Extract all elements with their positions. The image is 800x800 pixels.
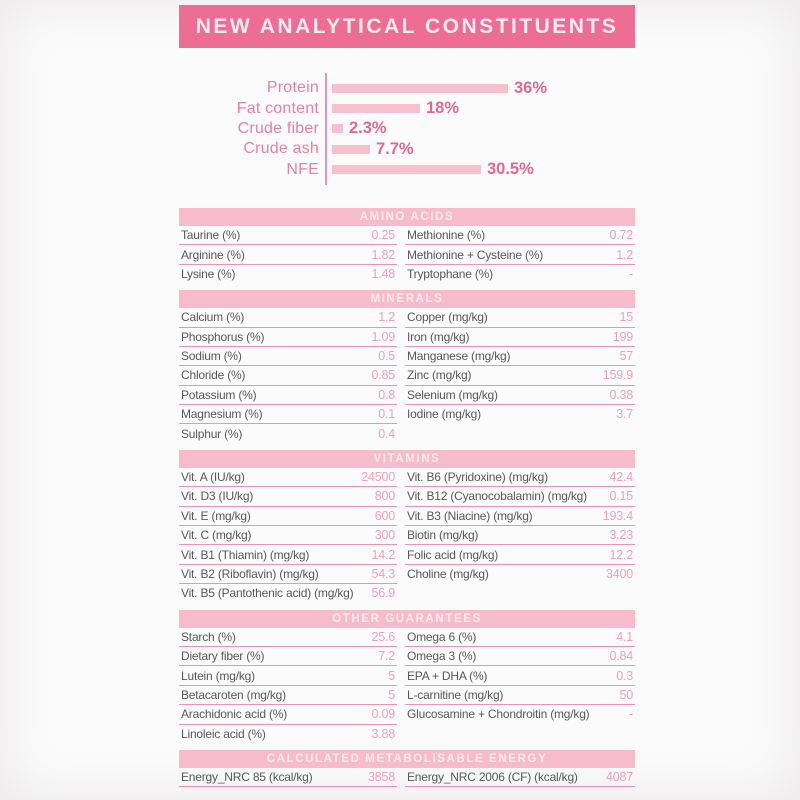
table-row bbox=[179, 526, 635, 545]
row-value: 5 bbox=[388, 668, 395, 683]
row-label: Arginine (%) bbox=[181, 247, 245, 262]
right-cell bbox=[405, 226, 635, 245]
row-value: 50 bbox=[619, 687, 633, 702]
left-cell bbox=[179, 768, 397, 787]
row-value: 800 bbox=[374, 489, 395, 504]
sheet-content bbox=[179, 5, 635, 793]
row-value: 1.2 bbox=[378, 310, 395, 325]
right-cell bbox=[405, 386, 635, 405]
row-label: Vit. A (IU/kg) bbox=[181, 470, 245, 485]
chart-bar-area bbox=[332, 79, 547, 98]
row-label: Iodine (mg/kg) bbox=[407, 407, 481, 422]
table-row bbox=[179, 328, 635, 347]
row-value: 1.82 bbox=[371, 247, 395, 262]
row-value: - bbox=[629, 707, 633, 722]
left-cell bbox=[179, 487, 397, 506]
chart-row bbox=[179, 139, 635, 159]
table-row bbox=[179, 647, 635, 666]
row-label: Vit. C (mg/kg) bbox=[181, 528, 252, 543]
left-cell bbox=[179, 584, 397, 603]
left-cell bbox=[179, 265, 397, 284]
left-cell bbox=[179, 226, 397, 245]
row-value: 300 bbox=[374, 528, 395, 543]
row-value: 0.15 bbox=[609, 489, 633, 504]
row-value: 0.09 bbox=[371, 707, 395, 722]
row-label: Methionine + Cysteine (%) bbox=[407, 247, 544, 262]
title-banner bbox=[179, 5, 635, 48]
row-label: Vit. E (mg/kg) bbox=[181, 508, 251, 523]
left-cell bbox=[179, 468, 397, 487]
row-value: 0.3 bbox=[616, 668, 633, 683]
row-label: Vit. B1 (Thiamin) (mg/kg) bbox=[181, 547, 310, 562]
row-label: Vit. B5 (Pantothenic acid) (mg/kg) bbox=[181, 586, 354, 601]
row-value: 0.4 bbox=[378, 426, 395, 441]
row-label: Starch (%) bbox=[181, 629, 236, 644]
right-cell bbox=[405, 265, 635, 284]
row-label: Methionine (%) bbox=[407, 228, 485, 243]
section-title: AMINO ACIDS bbox=[359, 210, 455, 223]
right-cell bbox=[405, 507, 635, 526]
table-row bbox=[179, 366, 635, 385]
chart-value-label: 2.3% bbox=[349, 119, 387, 138]
row-label: Magnesium (%) bbox=[181, 407, 263, 422]
row-label: Folic acid (mg/kg) bbox=[407, 547, 499, 562]
left-cell bbox=[179, 347, 397, 366]
table-row bbox=[179, 347, 635, 366]
row-label: Calcium (%) bbox=[181, 310, 245, 325]
right-cell bbox=[405, 328, 635, 347]
row-value: 0.25 bbox=[371, 228, 395, 243]
right-cell bbox=[405, 245, 635, 264]
right-cell bbox=[405, 768, 635, 787]
chart-bar bbox=[332, 145, 370, 154]
row-value: 25.6 bbox=[371, 629, 395, 644]
left-cell bbox=[179, 386, 397, 405]
right-cell bbox=[405, 647, 635, 666]
row-label: Vit. D3 (IU/kg) bbox=[181, 489, 254, 504]
right-cell bbox=[405, 725, 635, 744]
left-cell bbox=[179, 666, 397, 685]
table-section bbox=[179, 290, 635, 444]
row-label: Sulphur (%) bbox=[181, 426, 243, 441]
left-cell bbox=[179, 424, 397, 443]
row-label: Dietary fiber (%) bbox=[181, 649, 265, 664]
row-value: 0.38 bbox=[609, 387, 633, 402]
row-value: 56.9 bbox=[371, 586, 395, 601]
row-label: Energy_NRC 2006 (CF) (kcal/kg) bbox=[407, 770, 578, 785]
row-label: Arachidonic acid (%) bbox=[181, 707, 288, 722]
row-value: 1.09 bbox=[371, 329, 395, 344]
row-value: 199 bbox=[612, 329, 633, 344]
right-cell bbox=[405, 347, 635, 366]
left-cell bbox=[179, 545, 397, 564]
analytical-constituents-chart bbox=[179, 78, 635, 180]
table-section bbox=[179, 610, 635, 744]
chart-category-label: NFE bbox=[286, 160, 319, 178]
right-cell bbox=[405, 686, 635, 705]
section-title: CALCULATED METABOLISABLE ENERGY bbox=[266, 752, 548, 765]
left-cell bbox=[179, 725, 397, 744]
table-row bbox=[179, 705, 635, 724]
row-value: 12.2 bbox=[609, 547, 633, 562]
section-title: VITAMINS bbox=[373, 452, 441, 465]
right-cell bbox=[405, 487, 635, 506]
table-row bbox=[179, 768, 635, 787]
table-section bbox=[179, 450, 635, 604]
row-label: Lutein (mg/kg) bbox=[181, 668, 255, 683]
right-cell bbox=[405, 666, 635, 685]
section-header bbox=[179, 450, 635, 468]
row-value: 1.48 bbox=[371, 266, 395, 281]
left-cell bbox=[179, 686, 397, 705]
right-cell bbox=[405, 584, 635, 603]
left-cell bbox=[179, 308, 397, 327]
chart-row bbox=[179, 78, 635, 98]
chart-bar-area bbox=[332, 160, 534, 179]
section-header bbox=[179, 208, 635, 226]
left-cell bbox=[179, 366, 397, 385]
row-label: Linoleic acid (%) bbox=[181, 726, 266, 741]
row-value: 3.7 bbox=[616, 407, 633, 422]
section-header bbox=[179, 750, 635, 768]
chart-bar-area bbox=[332, 99, 459, 118]
row-label: Copper (mg/kg) bbox=[407, 310, 488, 325]
table-row bbox=[179, 686, 635, 705]
table-section bbox=[179, 750, 635, 787]
table-row bbox=[179, 308, 635, 327]
row-value: 7.2 bbox=[378, 649, 395, 664]
row-label: Manganese (mg/kg) bbox=[407, 349, 511, 364]
chart-value-label: 30.5% bbox=[487, 160, 534, 179]
chart-bar bbox=[332, 84, 508, 93]
row-value: 5 bbox=[388, 687, 395, 702]
chart-bar-area bbox=[332, 140, 414, 159]
chart-bar bbox=[332, 104, 420, 113]
right-cell bbox=[405, 565, 635, 584]
row-value: 4087 bbox=[605, 770, 633, 785]
left-cell bbox=[179, 565, 397, 584]
table-row bbox=[179, 386, 635, 405]
table-row bbox=[179, 468, 635, 487]
row-value: 159.9 bbox=[602, 368, 633, 383]
table-row bbox=[179, 545, 635, 564]
table-row bbox=[179, 666, 635, 685]
row-label: Energy_NRC 85 (kcal/kg) bbox=[181, 770, 313, 785]
row-label: Glucosamine + Chondroitin (mg/kg) bbox=[407, 707, 590, 722]
right-cell bbox=[405, 366, 635, 385]
row-value: - bbox=[629, 266, 633, 281]
row-value: 0.85 bbox=[371, 368, 395, 383]
tables bbox=[179, 208, 635, 787]
table-row bbox=[179, 565, 635, 584]
chart-category-label: Protein bbox=[266, 79, 319, 97]
chart-row bbox=[179, 119, 635, 139]
row-label: Vit. B6 (Pyridoxine) (mg/kg) bbox=[407, 470, 548, 485]
row-value: 3858 bbox=[367, 770, 395, 785]
table-row bbox=[179, 628, 635, 647]
table-row bbox=[179, 725, 635, 744]
row-label: Tryptophane (%) bbox=[407, 266, 493, 281]
right-cell bbox=[405, 526, 635, 545]
row-value: 3400 bbox=[605, 567, 633, 581]
section-title: MINERALS bbox=[370, 293, 444, 306]
chart-value-label: 7.7% bbox=[376, 139, 414, 158]
section-header bbox=[179, 290, 635, 308]
right-cell bbox=[405, 628, 635, 647]
section-rows bbox=[179, 628, 635, 744]
row-value: 57 bbox=[619, 349, 633, 364]
table-row bbox=[179, 487, 635, 506]
row-label: Iron (mg/kg) bbox=[407, 329, 470, 344]
row-label: Selenium (mg/kg) bbox=[407, 387, 498, 402]
left-cell bbox=[179, 628, 397, 647]
row-label: Phosphorus (%) bbox=[181, 329, 265, 344]
left-cell bbox=[179, 526, 397, 545]
row-value: 1.2 bbox=[616, 247, 633, 262]
row-label: Omega 3 (%) bbox=[407, 649, 477, 664]
chart-bar bbox=[332, 124, 343, 133]
chart-value-label: 18% bbox=[426, 99, 460, 118]
page-title: NEW ANALYTICAL CONSTITUENTS bbox=[195, 14, 619, 38]
row-label: Vit. B3 (Niacine) (mg/kg) bbox=[407, 508, 533, 523]
row-label: Betacaroten (mg/kg) bbox=[181, 687, 286, 702]
right-cell bbox=[405, 468, 635, 487]
chart-row bbox=[179, 160, 635, 180]
table-row bbox=[179, 424, 635, 443]
left-cell bbox=[179, 328, 397, 347]
row-label: Lysine (%) bbox=[181, 266, 236, 281]
chart-row bbox=[179, 98, 635, 118]
row-value: 4.1 bbox=[616, 629, 633, 644]
row-value: 0.8 bbox=[378, 387, 395, 402]
left-cell bbox=[179, 405, 397, 424]
row-label: EPA + DHA (%) bbox=[407, 668, 488, 683]
table-row bbox=[179, 226, 635, 245]
chart-value-label: 36% bbox=[514, 78, 548, 97]
table-row bbox=[179, 405, 635, 424]
row-value: 54.3 bbox=[371, 567, 395, 581]
table-row bbox=[179, 265, 635, 284]
row-label: Biotin (mg/kg) bbox=[407, 528, 479, 543]
left-cell bbox=[179, 507, 397, 526]
row-value: 0.1 bbox=[378, 407, 395, 422]
chart-category-label: Crude ash bbox=[243, 140, 319, 158]
row-label: Zinc (mg/kg) bbox=[407, 368, 472, 383]
section-rows bbox=[179, 468, 635, 604]
row-label: Potassium (%) bbox=[181, 387, 257, 402]
table-row bbox=[179, 245, 635, 264]
left-cell bbox=[179, 705, 397, 724]
left-cell bbox=[179, 245, 397, 264]
row-label: L-carnitine (mg/kg) bbox=[407, 687, 504, 702]
row-value: 0.5 bbox=[378, 349, 395, 364]
section-rows bbox=[179, 768, 635, 787]
table-row bbox=[179, 507, 635, 526]
right-cell bbox=[405, 308, 635, 327]
row-label: Vit. B12 (Cyanocobalamin) (mg/kg) bbox=[407, 489, 587, 504]
section-title: OTHER GUARANTEES bbox=[332, 612, 482, 625]
row-label: Choline (mg/kg) bbox=[407, 567, 489, 581]
right-cell bbox=[405, 424, 635, 443]
left-cell bbox=[179, 647, 397, 666]
right-cell bbox=[405, 405, 635, 424]
section-rows bbox=[179, 226, 635, 284]
row-value: 3.88 bbox=[371, 726, 395, 741]
row-value: 42.4 bbox=[609, 470, 633, 485]
row-value: 3.23 bbox=[609, 528, 633, 543]
row-label: Omega 6 (%) bbox=[407, 629, 477, 644]
row-value: 14.2 bbox=[371, 547, 395, 562]
chart-category-label: Crude fiber bbox=[237, 119, 319, 137]
right-cell bbox=[405, 705, 635, 724]
row-label: Vit. B2 (Riboflavin) (mg/kg) bbox=[181, 567, 319, 581]
row-value: 24500 bbox=[361, 470, 395, 485]
section-header bbox=[179, 610, 635, 628]
row-value: 0.72 bbox=[609, 228, 633, 243]
row-value: 0.84 bbox=[609, 649, 633, 664]
row-label: Taurine (%) bbox=[181, 228, 241, 243]
row-label: Chloride (%) bbox=[181, 368, 246, 383]
row-label: Sodium (%) bbox=[181, 349, 242, 364]
row-value: 600 bbox=[374, 508, 395, 523]
row-value: 15 bbox=[619, 310, 633, 325]
section-rows bbox=[179, 308, 635, 444]
table-section bbox=[179, 208, 635, 284]
row-value: 193.4 bbox=[602, 508, 633, 523]
chart-category-label: Fat content bbox=[236, 99, 319, 117]
chart-rows bbox=[179, 78, 635, 180]
right-cell bbox=[405, 545, 635, 564]
table-row bbox=[179, 584, 635, 603]
chart-bar-area bbox=[332, 119, 387, 138]
chart-bar bbox=[332, 165, 481, 174]
chart-axis-line bbox=[325, 73, 327, 185]
